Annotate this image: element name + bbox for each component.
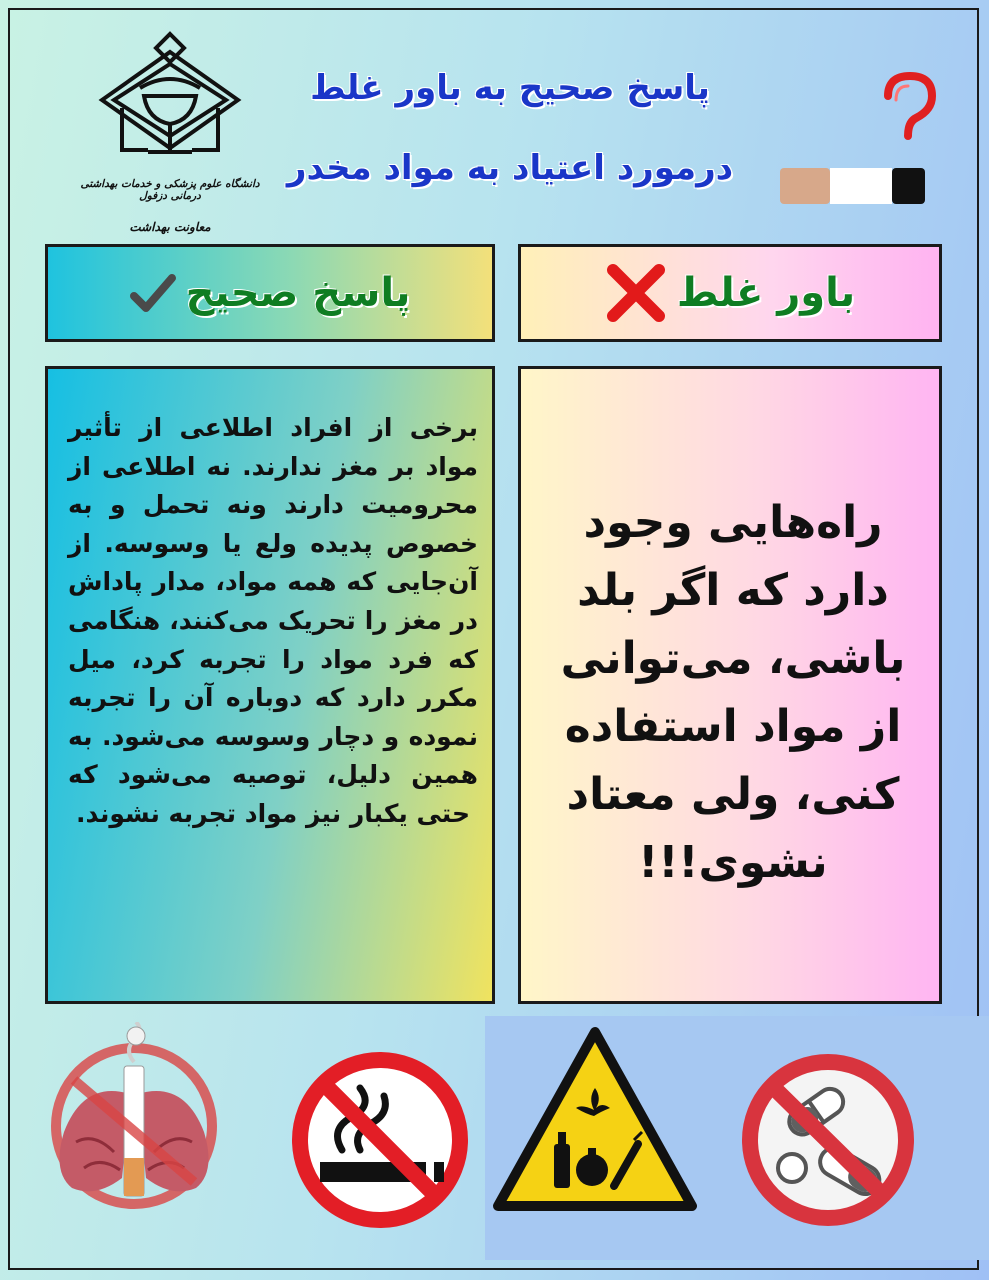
no-pills-icon: [738, 1050, 918, 1230]
myth-label: باور غلط: [676, 270, 856, 316]
cigarette-icon: [780, 168, 925, 204]
fact-text: برخی از افراد اطلاعی از تأثیر مواد بر مغز ندارند. نه اطلاعی از محرومیت دارند ونه تحمل و به خصوص پدیده ولع یا وسوسه. از آن‌جایی که همه مواد، مدار پاداش در مغز را تحریک می‌کنند، هنگامی که فرد مواد را تجربه کرد، میل مکرر دارد که دوباره آن را تجربه نموده و دچار وسوسه می‌شود. به همین دلیل، توصیه می‌شود که حتی یکبار نیز مواد تجربه نشوند.: [68, 413, 478, 828]
department-name: معاونت بهداشت: [129, 220, 211, 234]
cross-mark-icon: [605, 262, 667, 324]
page-title-line2: درمورد اعتیاد به مواد مخدر: [286, 148, 734, 188]
drug-warning-icon: [490, 1024, 700, 1218]
myth-panel: [518, 366, 942, 1004]
fact-panel: [45, 366, 495, 1004]
no-smoking-icon: [290, 1050, 470, 1230]
correct-answer-header: [45, 244, 495, 342]
check-mark-icon: [130, 272, 176, 314]
university-logo: [70, 30, 270, 234]
page-title-line1: پاسخ صحیح به باور غلط: [310, 68, 710, 108]
correct-answer-label: پاسخ صحیح: [185, 270, 411, 316]
university-name: دانشگاه علوم پزشکی و خدمات بهداشتی درمانی دزفول: [80, 178, 260, 202]
myth-text: راه‌هایی وجود دارد که اگر بلد باشی، می‌توانی از مواد استفاده کنی، ولی معتاد نشوی!!!: [560, 497, 906, 888]
damaged-lungs-icon: [44, 1022, 224, 1212]
university-emblem-icon: [88, 30, 252, 170]
question-mark-icon: [878, 70, 938, 162]
myth-header: [518, 244, 942, 342]
